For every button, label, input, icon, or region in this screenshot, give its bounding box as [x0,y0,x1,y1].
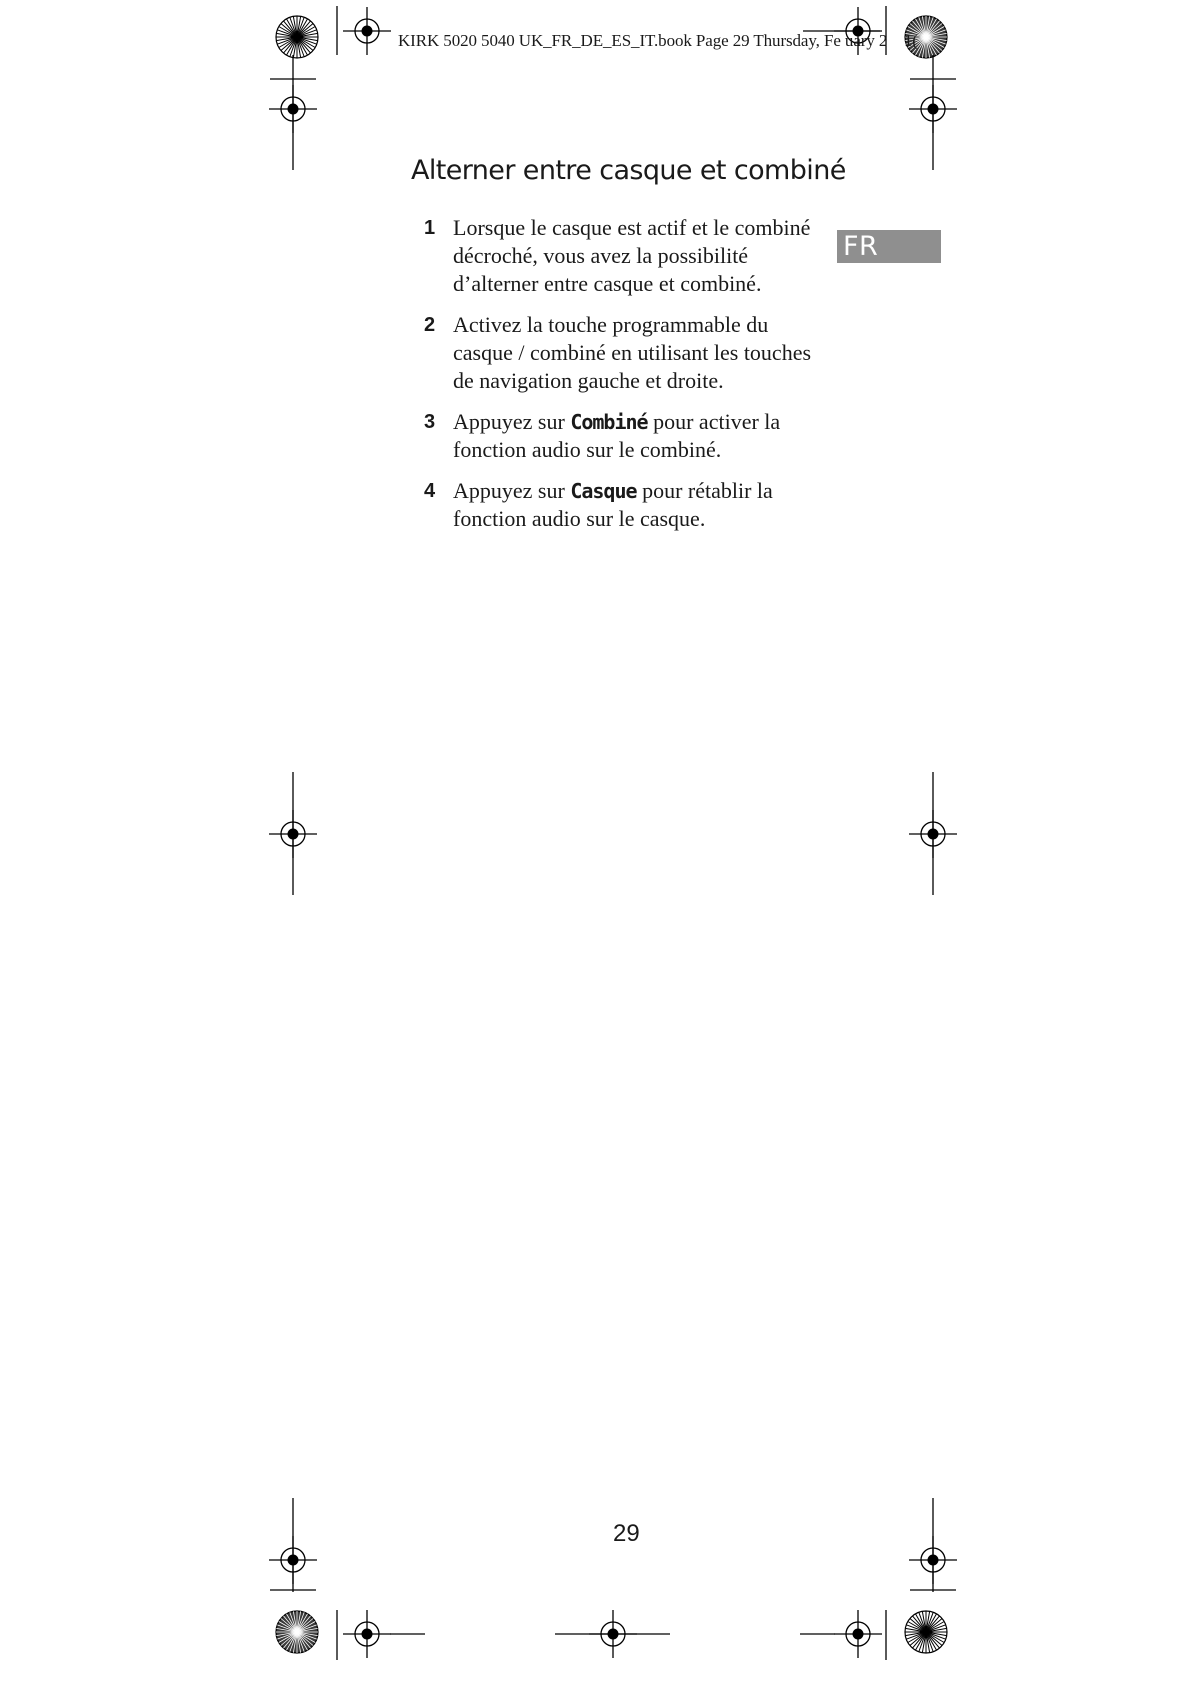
step-text-after: pour rétablir la fonction audio sur le casque. [453,478,773,531]
step-text: Activez la touche programmable du casque / combiné en utilisant les touches de navigation gauche et droite. [453,312,812,393]
registration-target-icon [269,85,317,133]
step-text-before: Appuyez sur [453,409,571,434]
softkey-casque-label: Casque [570,479,637,503]
step-text [453,477,824,533]
registration-target-icon [269,810,317,858]
color-registration-starburst-icon [276,1611,318,1653]
page-number: 29 [613,1520,640,1547]
registration-target-icon [589,1610,637,1658]
registration-target-icon [909,85,957,133]
steps-list [424,214,824,546]
registration-target-icon [909,1536,957,1584]
step-number: 1 [424,217,436,239]
language-tab: FR [837,230,941,263]
step-text-before: Appuyez sur [453,478,571,503]
color-registration-starburst-icon [276,16,318,58]
registration-target-icon [269,1536,317,1584]
registration-target-icon [343,7,391,55]
step-text [453,408,824,464]
step-item-4 [424,477,824,533]
softkey-combine-label: Combiné [570,410,648,434]
step-item-3 [424,408,824,464]
registration-target-icon [343,1610,391,1658]
registration-target-icon [834,1610,882,1658]
step-number: 2 [424,314,436,336]
section-title: Alterner entre casque et combiné [411,155,846,186]
print-slug-header: KIRK 5020 5040 UK_FR_DE_ES_IT.book Page 29 Thursday, Fe uary 2 1( [398,31,918,50]
step-text-after: pour activer la fonction audio sur le combiné. [453,409,781,462]
step-number: 3 [424,411,436,433]
registration-target-icon [909,810,957,858]
step-item-2 [424,311,824,395]
step-number: 4 [424,480,436,502]
color-registration-starburst-icon [905,1611,947,1653]
step-text: Lorsque le casque est actif et le combiné décroché, vous avez la possibilité d’alterner entre casque et combiné. [453,215,811,296]
step-item-1 [424,214,824,298]
